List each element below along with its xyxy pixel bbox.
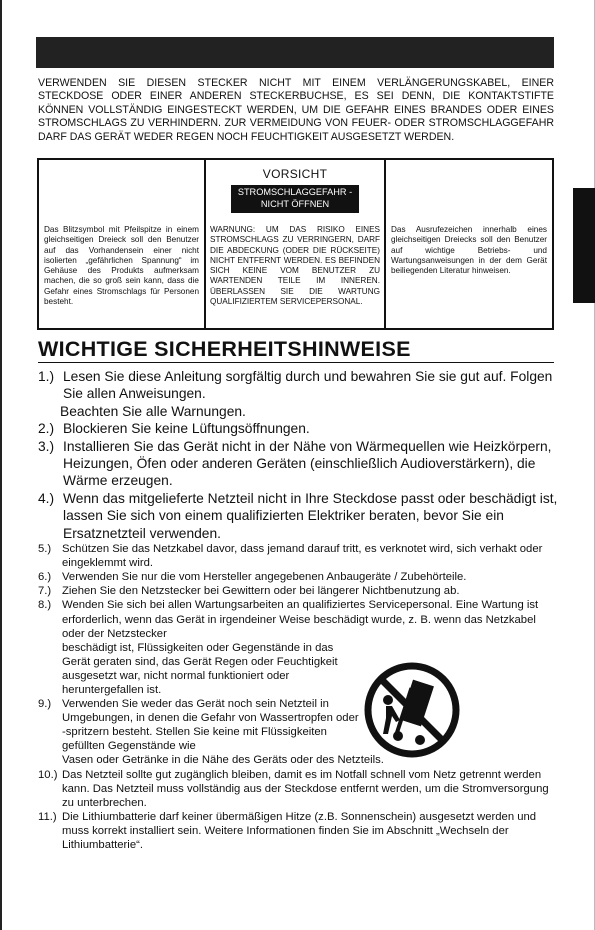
list-item xyxy=(38,697,558,753)
item-number: 1.) xyxy=(38,369,55,384)
item-number: 11.) xyxy=(38,810,57,823)
item-text: Wenden Sie sich bei allen Wartungsarbeiten an qualifiziertes Servicepersonal. Eine Wartung ist erforderlich, wenn das Gerät in irgendeiner Weise beschädigt wurde, z. B. wenn das Netzkabel oder der Netzstecker xyxy=(62,599,539,640)
language-tab-marker xyxy=(573,188,595,303)
item-text: beschädigt ist, Flüssigkeiten oder Gegenstände in das Gerät geraten sind, das Gerät Regen oder Feuchtigkeit ausgesetzt war, nicht normal funktioniert oder heruntergefallen ist. xyxy=(62,641,338,696)
caution-title: VORSICHT xyxy=(262,167,328,181)
list-item xyxy=(38,570,558,584)
list-item xyxy=(38,584,558,598)
item-number: 9.) xyxy=(38,698,52,711)
item-text: Verwenden Sie weder das Gerät noch sein Netzteil in Umgebungen, in denen die Gefahr von Wassertropfen oder -spritzern besteht. Stellen Sie keine mit Flüssigkeiten gefüllten Gegenstände wie xyxy=(62,698,359,753)
safety-instructions-list xyxy=(38,368,558,852)
header-bar xyxy=(36,37,554,68)
list-item xyxy=(38,542,558,570)
item-number: 3.) xyxy=(38,438,55,454)
item-text: Die Lithiumbatterie darf keiner übermäßigen Hitze (z.B. Sonnenschein) ausgesetzt werden und muss korrekt installiert sein. Weitere Informationen finden Sie im Abschnitt „Wechseln der Lithiumbatterie“. xyxy=(62,810,537,852)
item-number: 4.) xyxy=(38,490,55,506)
intro-warning: VERWENDEN SIE DIESEN STECKER NICHT MIT EINEM VERLÄNGERUNGSKABEL, EINER STECKDOSE ODER EINER ANDEREN STECKERBUCHSE, ES SEI DENN, DIE KONTAKTSTIFTE KÖNNEN VOLLSTÄNDIG EINGESTECKT WERDEN, UM DIE GEFAHR EINES BRANDES ODER EINES STROMSCHLAGS ZU VERHINDERN. ZUR VERMEIDUNG VON FEUER- ODER STROMSCHLAGGEFAHR DARF DAS GERÄT WEDER REGEN NOCH FEUCHTIGKEIT AUSGESETZT WERDEN. xyxy=(38,77,554,143)
item-text: Verwenden Sie nur die vom Hersteller angegebenen Anbaugeräte / Zubehörteile. xyxy=(62,571,467,584)
list-item-continued xyxy=(38,753,558,767)
item-text: Schützen Sie das Netzkabel davor, dass jemand darauf tritt, es verknotet wird, sich verhakt oder eingeklemmt wird. xyxy=(62,543,543,570)
item-number: 6.) xyxy=(38,571,52,584)
list-item xyxy=(38,598,558,640)
title-underline xyxy=(38,362,554,363)
item-number: 7.) xyxy=(38,585,52,598)
lightning-symbol-cell xyxy=(39,160,206,328)
list-item xyxy=(38,768,558,810)
list-item xyxy=(38,490,558,542)
shock-hazard-label: STROMSCHLAGGEFAHR - NICHT ÖFFNEN xyxy=(231,185,359,213)
exclamation-symbol-text: Das Ausrufezeichen innerhalb eines gleichseitigen Dreiecks soll den Benutzer auf wichtige Betriebs- und Wartungsanweisungen in der dem Gerät beiliegenden Literatur hinweisen. xyxy=(391,225,547,276)
caution-cell xyxy=(206,160,386,328)
item-text: Installieren Sie das Gerät nicht in der Nähe von Wärmequellen wie Heizkörpern, Heizungen, Öfen oder anderen Geräten (einschließlich Audioverstärkern), die Wärme erzeugen. xyxy=(63,438,552,489)
list-item xyxy=(38,368,558,403)
no-cart-tipover-icon xyxy=(362,660,462,760)
list-item-note: Beachten Sie alle Warnungen. xyxy=(60,403,246,419)
list-item-continued xyxy=(38,641,558,697)
item-number: 8.) xyxy=(38,599,52,612)
item-number: 5.) xyxy=(38,543,52,556)
item-number: 10.) xyxy=(38,768,58,781)
warning-symbol-table xyxy=(37,158,554,330)
list-item xyxy=(38,420,558,437)
exclamation-symbol-cell xyxy=(386,160,552,328)
section-title: WICHTIGE SICHERHEITSHINWEISE xyxy=(38,337,411,361)
item-text: Lesen Sie diese Anleitung sorgfältig durch und bewahren Sie sie gut auf. Folgen Sie allen Anweisungen. xyxy=(63,369,553,402)
lightning-symbol-text: Das Blitzsymbol mit Pfeilspitze in einem gleichseitigen Dreieck soll den Benutzer auf das Vorhandensein einer nicht isolierten „gefährlichen Spannung“ im Gehäuse des Produkts aufmerksam machen, die so groß sein kann, dass die Gefahr eines Stromschlags für Personen besteht. xyxy=(44,225,199,307)
item-text: Wenn das mitgelieferte Netzteil nicht in Ihre Steckdose passt oder beschädigt ist, lassen Sie sich von einem qualifizierten Elektriker beraten, bevor Sie ein Ersatznetzteil verwenden. xyxy=(63,490,558,541)
list-item xyxy=(38,438,558,490)
page-edge-left xyxy=(0,0,2,930)
list-item xyxy=(38,810,558,852)
item-number: 2.) xyxy=(38,421,55,437)
item-text: Blockieren Sie keine Lüftungsöffnungen. xyxy=(63,421,310,437)
item-text: Das Netzteil sollte gut zugänglich bleiben, damit es im Notfall schnell vom Netz getrennt werden kann. Das Netzteil muss vollständig aus der Steckdose entfernt werden, um die Stromversorgung zu unterbrechen. xyxy=(62,768,549,809)
item-text: Vasen oder Getränke in die Nähe des Geräts oder des Netzteils. xyxy=(62,754,384,767)
caution-text: WARNUNG: UM DAS RISIKO EINES STROMSCHLAGS ZU VERRINGERN, DARF DIE ABDECKUNG (ODER DIE RÜCKSEITE) NICHT ENTFERNT WERDEN. ES BEFINDEN SICH KEINE VOM BENUTZER ZU WARTENDEN TEILE IM INNEREN. ÜBERLASSEN SIE DIE WARTUNG QUALIFIZIERTEM SERVICEPERSONAL. xyxy=(210,225,380,307)
item-text: Ziehen Sie den Netzstecker bei Gewittern oder bei längerer Nichtbenutzung ab. xyxy=(62,585,460,598)
